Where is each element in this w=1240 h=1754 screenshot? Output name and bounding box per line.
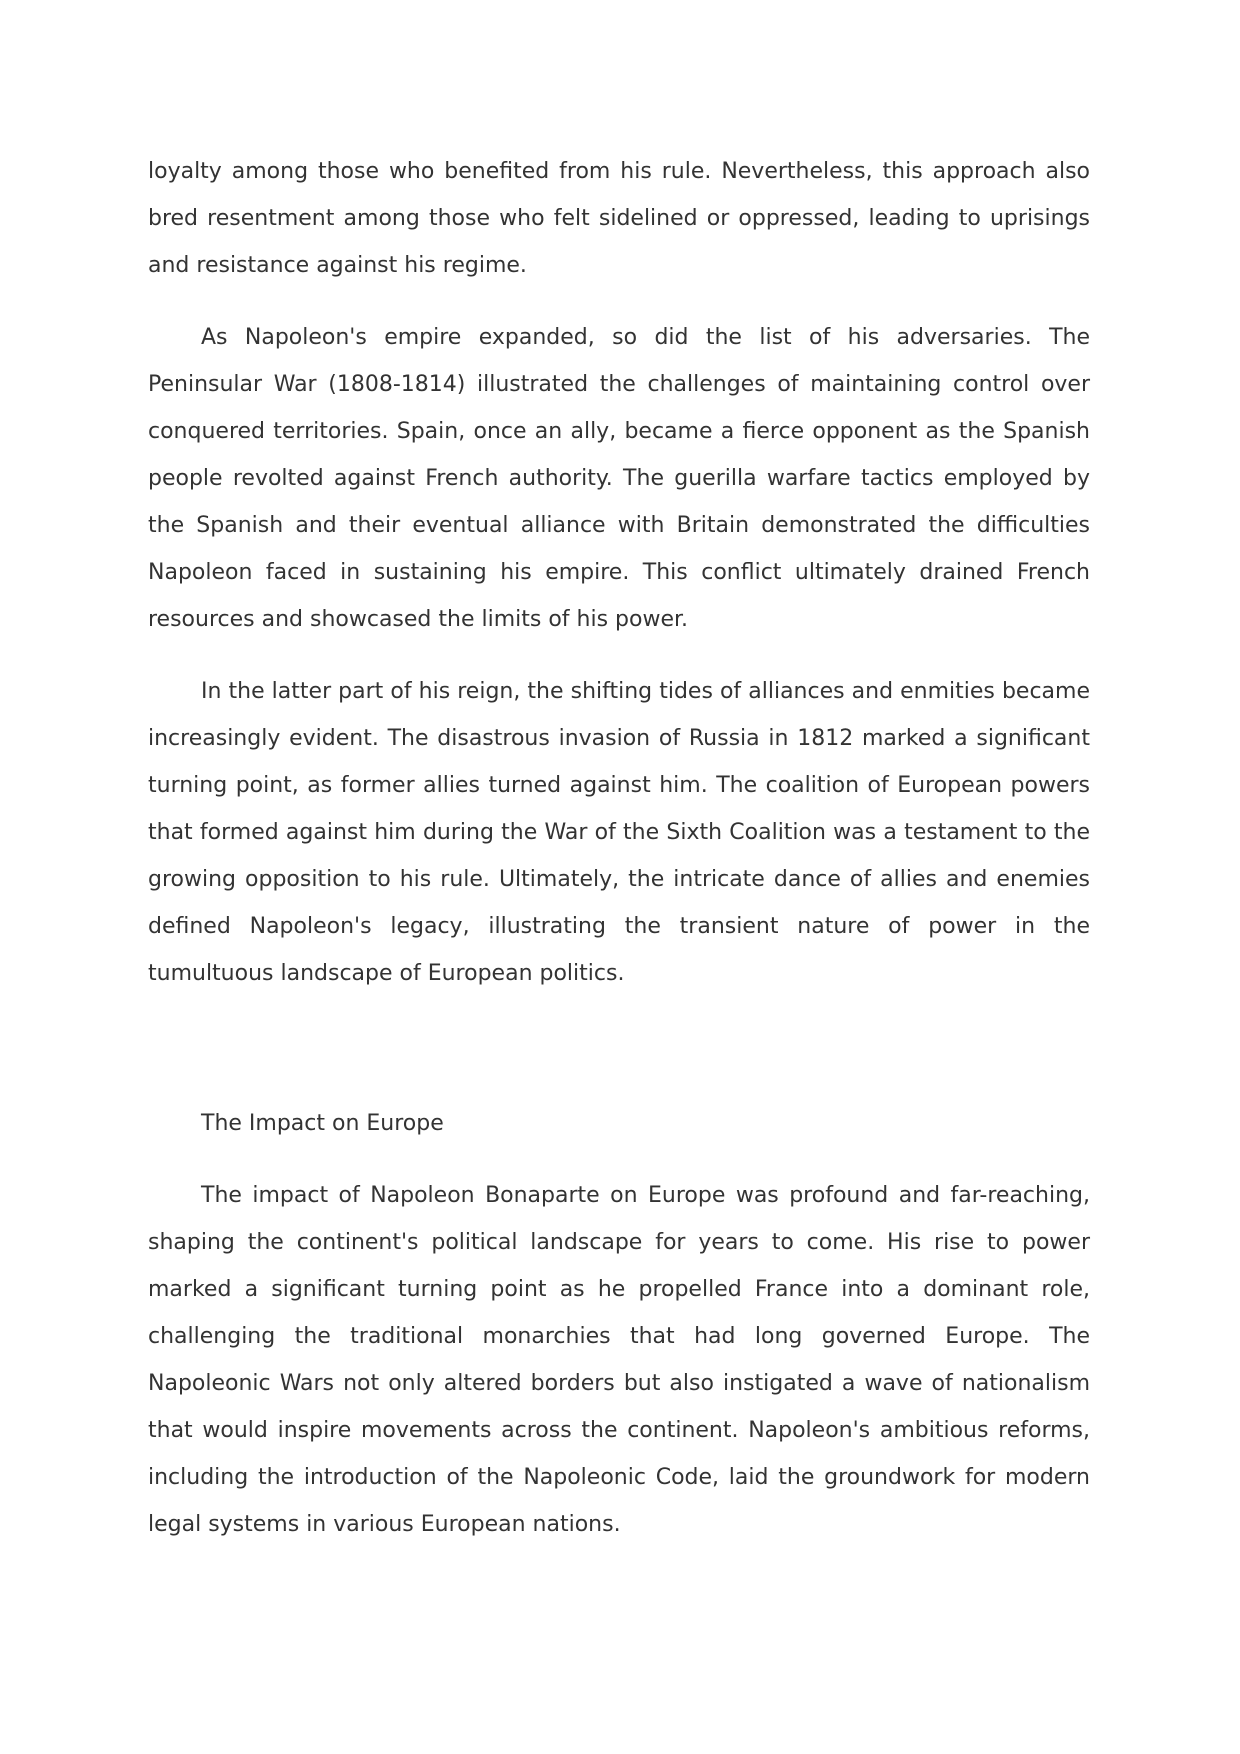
paragraph-latter-reign: In the latter part of his reign, the shifting tides of alliances and enmities became increasingly evident. The disastrous invasion of Russia in 1812 marked a significant turning point, as former allies turned against him. The coalition of European powers that formed against him during the War of the Sixth Coalition was a testament to the growing opposition to his rule. Ultimately, the intricate dance of allies and enemies defined Napoleon's legacy, illustrating the transient nature of power in the tumultuous landscape of European politics. [148, 679, 1090, 986]
paragraph-impact: The impact of Napoleon Bonaparte on Europe was profound and far-reaching, shaping the continent's political landscape for years to come. His rise to power marked a significant turning point as he propelled France into a dominant role, challenging the traditional monarchies that had long governed Europe. The Napoleonic Wars not only altered borders but also instigated a wave of nationalism that would inspire movements across the continent. Napoleon's ambitious reforms, including the introduction of the Napoleonic Code, laid the groundwork for modern legal systems in various European nations. [148, 1183, 1090, 1537]
paragraph-adversaries: As Napoleon's empire expanded, so did the list of his adversaries. The Peninsular War (1808-1814) illustrated the challenges of maintaining control over conquered territories. Spain, once an ally, became a fierce opponent as the Spanish people revolted against French authority. The guerilla warfare tactics employed by the Spanish and their eventual alliance with Britain demonstrated the difficulties Napoleon faced in sustaining his empire. This conflict ultimately drained French resources and showcased the limits of his power. [148, 325, 1090, 632]
section-heading: The Impact on Europe [201, 1111, 444, 1136]
paragraph-continued: loyalty among those who benefited from his rule. Nevertheless, this approach also bred resentment among those who felt sidelined or oppressed, leading to uprisings and resistance against his regime. [148, 159, 1090, 278]
document-body [148, 148, 1090, 1573]
